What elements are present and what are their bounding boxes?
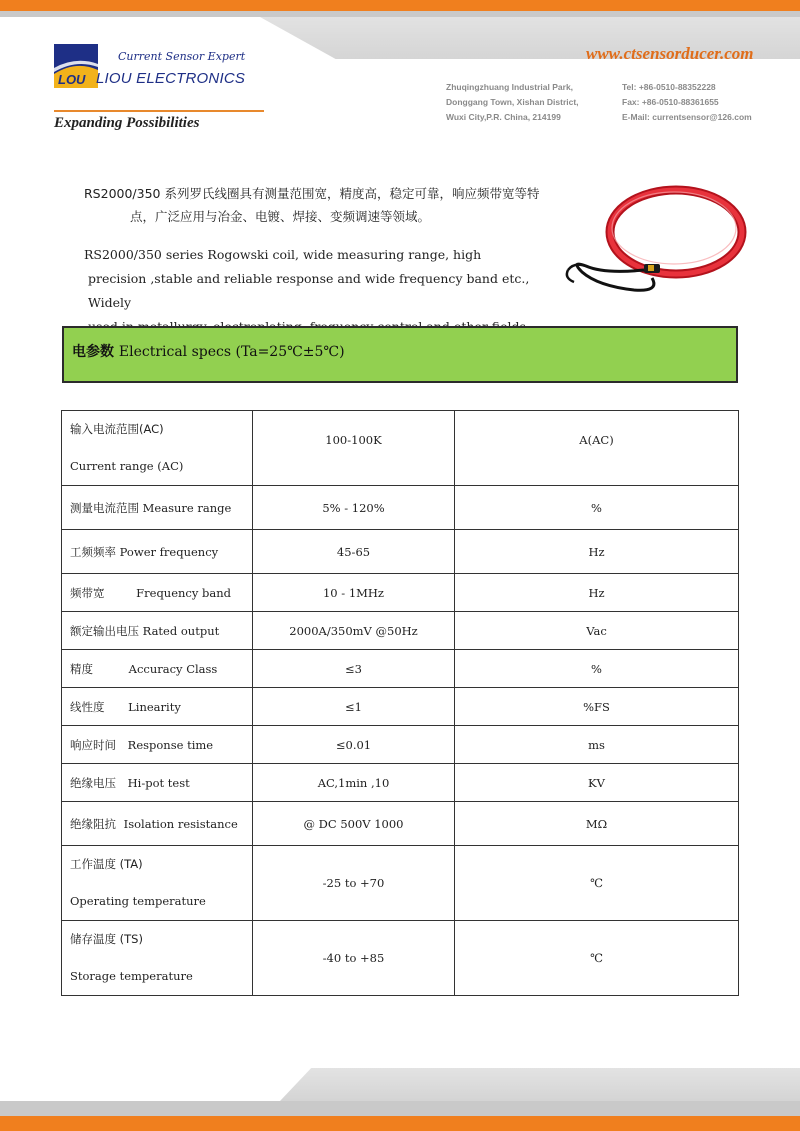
spec-value: AC,1min ,10 <box>253 764 455 802</box>
spec-value: 5% - 120% <box>253 486 455 530</box>
spec-value: 100-100K <box>253 411 455 486</box>
spec-label-en: Current range (AC) <box>70 459 184 473</box>
spec-label-cn: 绝缘阻抗 <box>70 816 116 831</box>
spec-label-cn: 储存温度 (TS) <box>70 932 143 946</box>
spec-value: 2000A/350mV @50Hz <box>253 612 455 650</box>
spec-unit: % <box>455 650 739 688</box>
table-row <box>62 921 739 996</box>
banner-title <box>72 341 345 361</box>
spec-label-cn: 精度 <box>70 661 93 676</box>
spec-label-en: Isolation resistance <box>123 816 238 831</box>
spec-label-cn: 工作温度 (TA) <box>70 857 143 871</box>
spec-label-en: Hi-pot test <box>127 775 190 790</box>
intro-english <box>84 243 564 339</box>
spec-unit: Hz <box>455 574 739 612</box>
specs-table <box>61 410 739 996</box>
spec-unit: % <box>455 486 739 530</box>
table-row <box>62 726 739 764</box>
spec-label-cn: 测量电流范围 <box>70 500 139 515</box>
table-row <box>62 486 739 530</box>
spec-label <box>62 688 253 726</box>
intro-chinese <box>84 182 554 228</box>
table-row <box>62 846 739 921</box>
intro-cn-line: RS2000/350 系列罗氏线圈具有测量范围宽，精度高，稳定可靠，响应频带宽等特 <box>84 186 540 201</box>
spec-label <box>62 650 253 688</box>
intro-cn-line: 点，广泛应用与冶金、电镀、焊接、变频调速等领域。 <box>130 209 431 224</box>
footer-gray-band <box>0 1101 800 1116</box>
table-row <box>62 411 739 486</box>
spec-label-en: Response time <box>127 737 214 752</box>
intro-en-line: RS2000/350 series Rogowski coil, wide measuring range, high <box>84 247 482 262</box>
contact-email[interactable]: E-Mail: currentsensor@126.com <box>622 112 752 122</box>
rogowski-coil-image <box>564 182 750 302</box>
spec-label-en: Rated output <box>142 623 220 638</box>
tagline: Expanding Possibilities <box>54 115 200 131</box>
spec-value: ≤0.01 <box>253 726 455 764</box>
address-line: Zhuqingzhuang Industrial Park, <box>446 82 574 92</box>
spec-label <box>62 612 253 650</box>
spec-label-cn: 工频频率 <box>70 544 116 559</box>
header-gray-band <box>0 11 800 17</box>
address-line: Wuxi City,P.R. China, 214199 <box>446 112 561 122</box>
spec-label-en: Measure range <box>142 500 232 515</box>
table-row <box>62 764 739 802</box>
table-row <box>62 802 739 846</box>
spec-label <box>62 846 253 921</box>
header-orange-band <box>0 0 800 11</box>
spec-label-cn: 响应时间 <box>70 737 116 752</box>
spec-label-en: Frequency band <box>136 585 231 600</box>
spec-label-cn: 绝缘电压 <box>70 775 116 790</box>
intro-en-line: precision ,stable and reliable response and wide frequency band etc., Widely <box>88 271 530 310</box>
spec-value: -40 to +85 <box>253 921 455 996</box>
table-row <box>62 574 739 612</box>
spec-value: ≤3 <box>253 650 455 688</box>
spec-unit: %FS <box>455 688 739 726</box>
spec-label <box>62 486 253 530</box>
spec-label <box>62 530 253 574</box>
footer-slant-band <box>280 1068 800 1101</box>
spec-label-cn: 频带宽 <box>70 585 105 600</box>
spec-value: @ DC 500V 1000 <box>253 802 455 846</box>
spec-label <box>62 802 253 846</box>
address-line: Donggang Town, Xishan District, <box>446 97 579 107</box>
company-name: LIOU ELECTRONICS <box>96 70 246 87</box>
spec-label-en: Accuracy Class <box>128 661 218 676</box>
spec-unit: Vac <box>455 612 739 650</box>
footer-orange-band <box>0 1116 800 1131</box>
company-contact <box>622 80 752 125</box>
spec-label <box>62 764 253 802</box>
spec-unit: ℃ <box>455 921 739 996</box>
table-row <box>62 688 739 726</box>
spec-label <box>62 574 253 612</box>
banner-title-cn: 电参数 <box>72 344 114 360</box>
spec-value: 10 - 1MHz <box>253 574 455 612</box>
spec-label-en: Operating temperature <box>70 894 206 908</box>
company-logo-icon <box>54 44 98 88</box>
contact-fax: Fax: +86-0510-88361655 <box>622 97 719 107</box>
company-address <box>446 80 579 125</box>
spec-label-cn: 输入电流范围(AC) <box>70 422 164 436</box>
spec-unit: ms <box>455 726 739 764</box>
contact-tel: Tel: +86-0510-88352228 <box>622 82 716 92</box>
spec-value: 45-65 <box>253 530 455 574</box>
banner-title-en: Electrical specs (Ta=25℃±5℃) <box>118 344 345 360</box>
spec-label-cn: 额定输出电压 <box>70 623 139 638</box>
logo-divider <box>54 110 264 112</box>
table-row <box>62 650 739 688</box>
website-link[interactable]: www.ctsensorducer.com <box>586 44 754 63</box>
spec-unit: MΩ <box>455 802 739 846</box>
spec-label-cn: 线性度 <box>70 699 105 714</box>
spec-label-en: Linearity <box>128 699 181 714</box>
spec-unit: A(AC) <box>455 411 739 486</box>
table-row <box>62 612 739 650</box>
spec-label-en: Power frequency <box>119 544 219 559</box>
spec-unit: ℃ <box>455 846 739 921</box>
logo-script-text: Current Sensor Expert <box>118 50 246 63</box>
spec-unit: Hz <box>455 530 739 574</box>
spec-unit: KV <box>455 764 739 802</box>
spec-label-en: Storage temperature <box>70 969 193 983</box>
spec-value: -25 to +70 <box>253 846 455 921</box>
logo-mark-text: LOU <box>58 72 86 87</box>
spec-label <box>62 921 253 996</box>
table-row <box>62 530 739 574</box>
spec-label <box>62 726 253 764</box>
electrical-specs-banner <box>62 326 738 383</box>
spec-value: ≤1 <box>253 688 455 726</box>
spec-label <box>62 411 253 486</box>
